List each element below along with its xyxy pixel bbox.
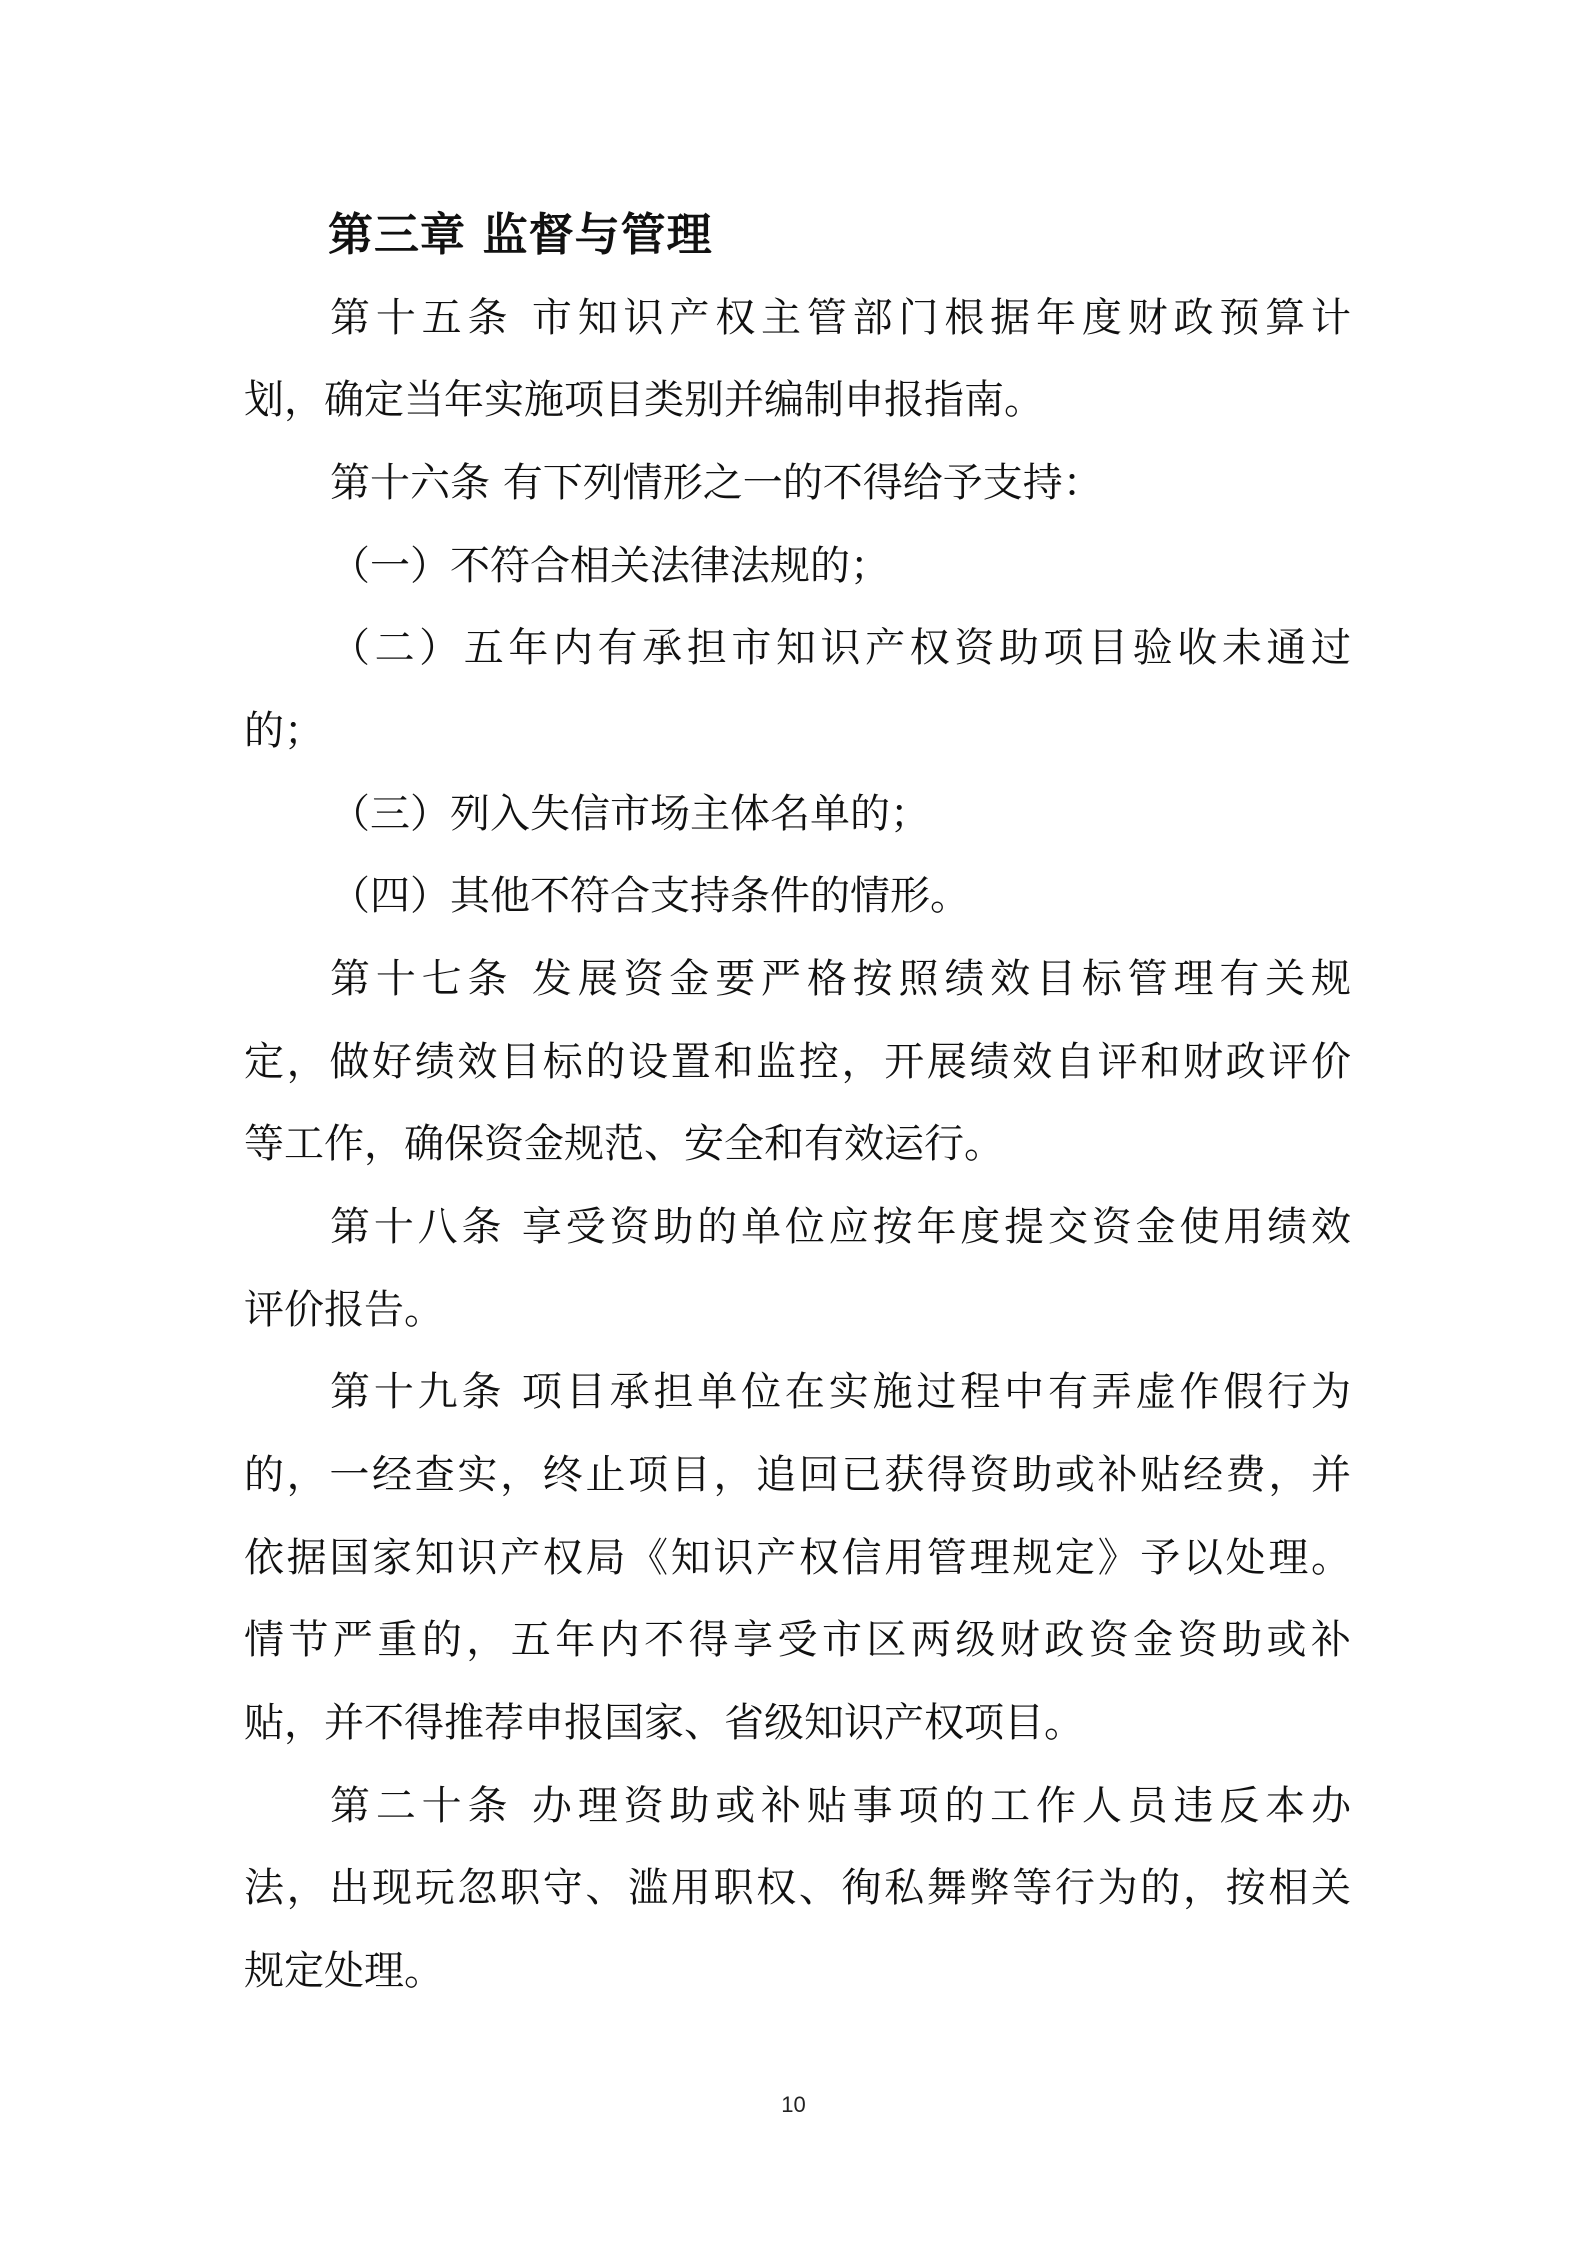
article-16-item-3: （三）列入失信市场主体名单的；: [330, 791, 930, 837]
article-20-line-3: 规定处理。: [244, 1948, 444, 1994]
article-19-line-5: 贴，并不得推荐申报国家、省级知识产权项目。: [244, 1700, 1084, 1746]
article-17-line-1: 第十七条 发展资金要严格按照绩效目标管理有关规: [330, 956, 1351, 1002]
article-19-line-1: 第十九条 项目承担单位在实施过程中有弄虚作假行为: [330, 1369, 1351, 1415]
article-18-line-1: 第十八条 享受资助的单位应按年度提交资金使用绩效: [330, 1204, 1351, 1250]
article-17-line-2: 定，做好绩效目标的设置和监控，开展绩效自评和财政评价: [244, 1039, 1351, 1085]
article-15-line-2: 划，确定当年实施项目类别并编制申报指南。: [244, 377, 1044, 423]
article-16-line-1: 第十六条 有下列情形之一的不得给予支持：: [330, 460, 1103, 506]
article-20-line-1: 第二十条 办理资助或补贴事项的工作人员违反本办: [330, 1783, 1351, 1829]
article-16-item-2-line-1: （二）五年内有承担市知识产权资助项目验收未通过: [330, 625, 1351, 671]
page-number: 10: [781, 2092, 806, 2117]
article-20-line-2: 法，出现玩忽职守、滥用职权、徇私舞弊等行为的，按相关: [244, 1865, 1351, 1911]
article-16-item-1: （一）不符合相关法律法规的；: [330, 543, 890, 589]
article-15-line-1: 第十五条 市知识产权主管部门根据年度财政预算计: [330, 295, 1351, 341]
article-19-line-4: 情节严重的，五年内不得享受市区两级财政资金资助或补: [244, 1617, 1351, 1663]
article-16-item-2-line-2: 的；: [244, 708, 324, 754]
chapter-title: 第三章 监督与管理: [328, 208, 713, 261]
article-18-line-2: 评价报告。: [244, 1287, 444, 1333]
article-16-item-4: （四）其他不符合支持条件的情形。: [330, 873, 970, 919]
article-19-line-3: 依据国家知识产权局《知识产权信用管理规定》予以处理。: [244, 1535, 1351, 1581]
article-19-line-2: 的，一经查实，终止项目，追回已获得资助或补贴经费，并: [244, 1452, 1351, 1498]
article-17-line-3: 等工作，确保资金规范、安全和有效运行。: [244, 1121, 1004, 1167]
